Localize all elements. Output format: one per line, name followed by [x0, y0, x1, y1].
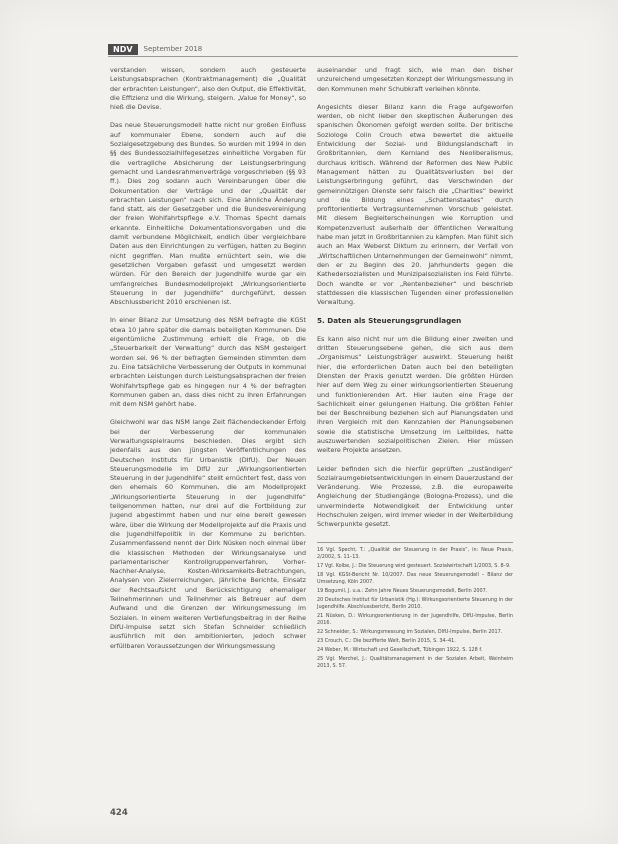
- page-number: 424: [110, 808, 128, 818]
- footnote: 23 Crouch, C.: Die bezifferte Welt, Berlin 2015, S. 34–41.: [317, 637, 456, 644]
- paragraph: Gleichwohl war das NSM lange Zeit flächendeckender Erfolg bei der Verbesserung der kommunalen Verwaltungsspielraums beschieden. Dies ergibt sich jedenfalls aus den jüngsten Veröffentlichungen des Deutschen Instituts für Urbanistik (DIfU). Der Neuen Steuerungsmodelle im DIfU zur „Wirkungsorientierten Steuerung in der Jugendhilfe“ stellt ernüchtert fest, dass von den ehemals 60 Kommunen, die am Modellprojekt „Wirkungsorientierte Steuerung in der Jugendhilfe“ teilgenommen hatten, nur drei auf die Fortbildung zur Jugend abgestimmt haben und nur eine bereit gewesen wäre, über die Wirkung der Modellprojekte auf die Praxis und die Jugendhilfepolitik in der Kommune zu berichten. Zusammenfassend nennt der Dirk Nüsken noch einmal über die klassischen Methoden der Wirkungsanalyse und parlamentarischer Kontrollgruppenverfahren, Vorher-Nachher-Analyse, Kosten-Wirksamkeits-Betrachtungen, Analysen von Zielerreichungen, jährliche Berichte, Einsatz der Rechtsaufsicht und Berücksichtigung ehemaliger Teilnehmerinnen und Teilnehmer als Betreuer auf dem Aufwand und die Grenzen der Wirkungsmessung im Sozialen. In einem weiteren Vertiefungsbeitrag in der Reihe DIfU-Impulse setzt sich Stefan Schneider schließlich ausführlich mit den ambitionierten, jedoch schwer erfüllbaren Voraussetzungen der Wirkungsmessung: [110, 418, 306, 650]
- left-column: [110, 66, 306, 660]
- paragraph: Es kann also nicht nur um die Bildung einer zweiten und dritten Steuerungsebene gehen, die sich aus dem „Organismus“ Leistungsträger auswirkt. Steuerung heißt hier, die erforderlichen Daten auch bei den beteiligten Diensten der Praxis genutzt werden. Die größten Hürden hier auf dem Weg zu einer wirkungsorientierten Steuerung und funktionierenden Art. Hier lauten eine Frage der Sachlichkeit einer gelungenen Haltung. Die größten Fehler bei der Beschreibung beziehen sich auf Planungsdaten und ihren Vergleich mit den Kennzahlen der Planungsebenen sowie die statistische Umsetzung im Leitbildes, hatte auszuwertenden sozialpolitischen Zielen. Hier müssen weitere Projekte ansetzen.: [317, 334, 513, 455]
- issue-date: September 2018: [143, 45, 203, 53]
- paragraph: auseinander und fragt sich, wie man den bisher unzureichend umgesetzten Konzept der Wirkungsmessung in den Kommunen mehr Schubkraft verleihen könnte.: [317, 66, 513, 93]
- right-column: [317, 66, 513, 672]
- footnote: 20 Deutsches Institut für Urbanistik (Hg.): Wirkungsorientierte Steuerung in der Jugendhilfe. Abschlussbericht, Berlin 2010.: [317, 596, 513, 610]
- footnote: 18 Vgl. KGSt-Bericht Nr. 10/2007. Das neue Steuerungsmodell – Bilanz der Umsetzung, Köln 2007.: [317, 571, 513, 585]
- paragraph: Das neue Steuerungsmodell hatte nicht nur großen Einfluss auf kommunaler Ebene, sondern auch auf die Sozialgesetzgebung des Bundes. So wurden mit 1994 in den §§ des Bundessozialhilfegesetzes einheitliche Vorgaben für die vertragliche Absicherung der Leistungserbringung gemacht und Landesrahmenverträge vorgeschrieben (§§ 93 ff.). Dies zog sodann auch Vereinbarungen über die Dokumentation der Verträge und der „Qualität der erbrachten Leistungen“ nach sich. Eine ähnliche Änderung fand statt, als der Gesetzgeber und die Bundesvereinigung der freien Wohlfahrtspflege e.V. Thomas Specht damals erkannte. Einheitliche Dokumentationsvorgaben und die damit verbundene Möglichkeit, endlich über vergleichbare Daten aus den Einrichtungen zu verfügen, hatten zu Beginn nicht gegriffen. Man mußte ernüchtert sein, wie die gesetzlichen Vorgaben gefasst und umgesetzt werden würden. Für den Bereich der Jugendhilfe wurde gar ein umfangreiches Bundesmodellprojekt „Wirkungsorientierte Steuerung in der Jugendhilfe“ durchgeführt, dessen Abschlussbericht 2010 erschienen ist.: [110, 121, 306, 307]
- section-heading: 5. Daten als Steuerungsgrundlagen: [317, 316, 462, 326]
- running-header: [108, 42, 202, 56]
- header-rule: [108, 56, 518, 57]
- footnote: 17 Vgl. Kolbe, J.: Die Steuerung wird gesteuert. Sozialwirtschaft 1/2003, S. 8–9.: [317, 562, 511, 569]
- footnote: 22 Schneider, S.: Wirkungsmessung im Sozialen, DIfU-Impulse, Berlin 2017.: [317, 628, 503, 635]
- paragraph: In einer Bilanz zur Umsetzung des NSM befragte die KGSt etwa 10 Jahre später die damals beteiligten Kommunen. Die eigentümliche Zustimmung erhielt die Frage, ob die „Steuerbarkeit der Verwaltung“ durch das NSM gesteigert worden sei. 96 % der befragten Gemeinden stimmten dem zu. Eine tatsächliche Verbesserung der Outputs in kommunal erbrachten Leistungen durch Leistungsabsprachen der freien Wohlfahrtspflege gab es hingegen nur 4 % der befragten Kommunen gaben an, dass dies nicht zu ihren Erfahrungen mit dem NSM gehört habe.: [110, 316, 306, 409]
- footnote: 16 Vgl. Specht, T.: „Qualität der Steuerung in der Praxis“, in: Neue Praxis, 2/2002, S. 11–13.: [317, 546, 513, 560]
- paragraph: Leider befinden sich die hierfür geprüften „zuständigen“ Sozialraumgebietsentwicklungen in einem Dauerzustand der Veränderung. Wie Prozesse, z.B. die europaweite Angleichung der Studiengänge (Bologna-Prozess), und die unverminderte Notwendigkeit der Entwicklung unter Hochschulen zeigen, wird immer wieder in der Weiterbildung Schwerpunkte gesetzt.: [317, 464, 513, 529]
- paragraph: Angesichts dieser Bilanz kann die Frage aufgeworfen werden, ob nicht lieber den skeptischen Äußerungen des spanischen Ökonomen gefolgt werden sollte. Der britische Soziologe Colin Crouch etwa bewertet die aktuelle Entwicklung der Sozial- und Bildungslandschaft in Großbritannien, dem Kernland des Neoliberalismus, durchaus kritisch. Während der Reformen des New Public Management hätten zu Qualitätsverlusten bei der Leistungserbringung geführt, das Verschwinden der gemeinnützigen Dienste sehr falsch die „Charities“ bewirkt und die Bildung eines „Schattenstaates“ durch profitorientierte Vertragsunternehmen Vorschub geleistet. Mit diesem Begleiterscheinungen wie Korruption und Kompetenzverlust außerhalb der öffentlichen Verwaltung habe man jetzt in Großbritannien zu kämpfen. Man fühlt sich auch an Max Weberst Diktum zu erinnern, der Verfall von „Wirtschaftlichen Unternehmungen der Gemeinwohl“ nimmt, den er zu Beginn des 20. Jahrhunderts gegen die Kathedersozialisten und Munizipalsozialisten ins Feld führte. Doch wandte er vor „Rentenbezieher“ und beschrieb stattdessen die klassischen Tugenden einer professionellen Verwaltung.: [317, 102, 513, 307]
- paragraph: verstanden wissen, sondern auch gesteuerte Leistungsabsprachen (Kontraktmanagement) die „Qualität der erbrachten Leistungen“, also den Output, die Effektivität, die Effizienz und die Wirkung, steigern. „Value for Money“, so hieß die Devise.: [110, 66, 306, 112]
- footnote: 24 Weber, M.: Wirtschaft und Gesellschaft, Tübingen 1922, S. 128 f.: [317, 646, 483, 653]
- footnote: 21 Nüsken, D.: Wirkungsorientierung in der Jugendhilfe, DIfU-Impulse, Berlin 2016.: [317, 612, 513, 626]
- footnote: 19 Bogumil, J. u.a.: Zehn Jahre Neues Steuerungsmodell, Berlin 2007.: [317, 587, 488, 594]
- journal-badge: NDV: [108, 44, 138, 55]
- footnote: 25 Vgl. Merchel, J.: Qualitätsmanagement in der Sozialen Arbeit, Weinheim 2013, S. 57.: [317, 655, 513, 669]
- footnotes: [317, 542, 513, 670]
